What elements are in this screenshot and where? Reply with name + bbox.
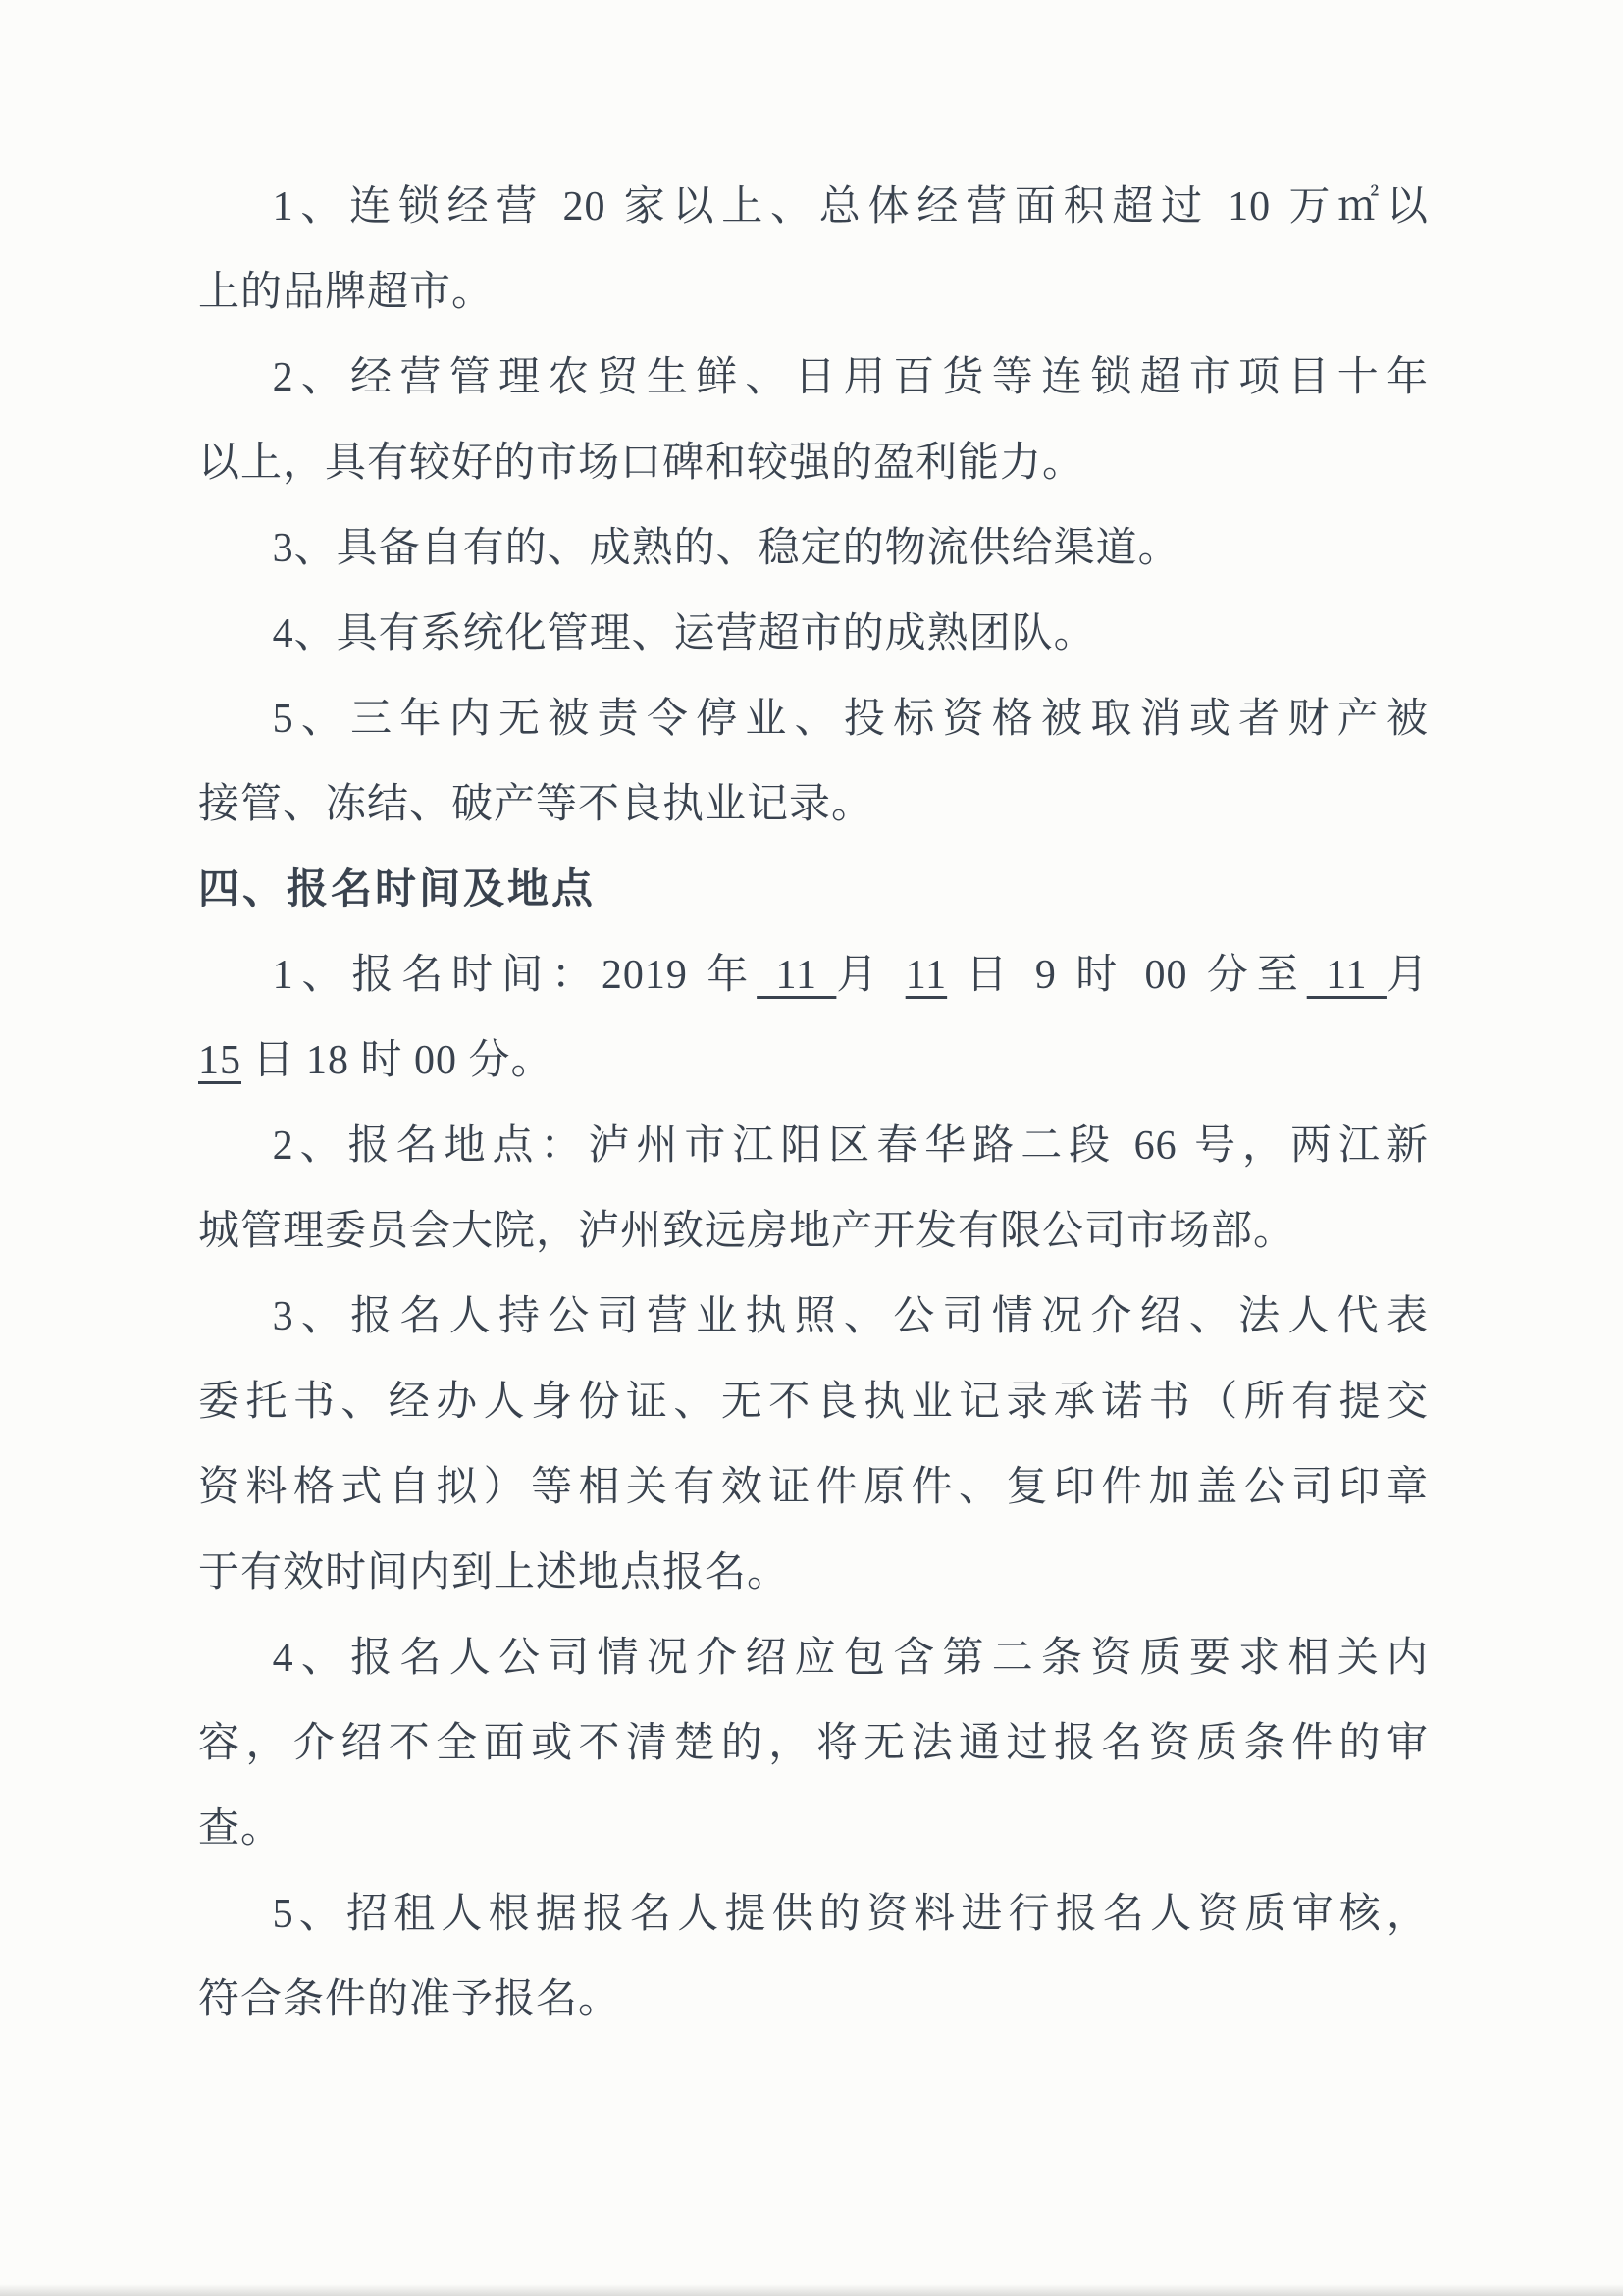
text-run: 3、具备自有的、成熟的、稳定的物流供给渠道。 — [272, 526, 1180, 571]
document-line — [198, 165, 1429, 250]
text-run: 4、具有系统化管理、运营超市的成熟团队。 — [272, 611, 1096, 656]
document-line — [198, 1616, 1429, 1701]
text-run: 城管理委员会大院，泸州致远房地产开发有限公司市场部。 — [198, 1209, 1296, 1254]
text-run: 容，介绍不全面或不清楚的，将无法通过报名资质条件的审 — [198, 1721, 1429, 1766]
text-run: 于有效时间内到上述地点报名。 — [198, 1550, 790, 1595]
section-heading — [198, 848, 1429, 933]
underlined-value: 11 — [757, 953, 837, 998]
text-run: 上的品牌超市。 — [198, 270, 495, 315]
text-run: 1、连锁经营 20 家以上、总体经营面积超过 10 万㎡以 — [272, 184, 1429, 230]
document-body — [198, 165, 1429, 2043]
document-line — [198, 762, 1429, 848]
text-run: 5、三年内无被责令停业、投标资格被取消或者财产被 — [272, 697, 1429, 742]
document-line — [198, 421, 1429, 506]
document-line — [198, 506, 1429, 592]
text-run: 资料格式自拟）等相关有效证件原件、复印件加盖公司印章 — [198, 1465, 1429, 1510]
text-run: 查。 — [198, 1806, 284, 1852]
document-line — [198, 1701, 1429, 1787]
text-run: 3、报名人持公司营业执照、公司情况介绍、法人代表 — [272, 1294, 1429, 1339]
text-run: 月 — [1386, 953, 1429, 998]
underlined-value: 11 — [1306, 953, 1387, 998]
text-run: 日 9 时 00 分至 — [947, 953, 1307, 998]
text-run: 2、报名地点：泸州市江阳区春华路二段 66 号，两江新 — [272, 1123, 1429, 1169]
document-line — [198, 592, 1429, 677]
document-line — [198, 1104, 1429, 1189]
document-line — [198, 1957, 1429, 2043]
document-line — [198, 1531, 1429, 1616]
document-line — [198, 933, 1429, 1018]
document-line — [198, 1018, 1429, 1104]
document-line — [198, 1189, 1429, 1275]
text-run: 4、报名人公司情况介绍应包含第二条资质要求相关内 — [272, 1636, 1429, 1681]
document-line — [198, 1360, 1429, 1445]
underlined-value: 15 — [198, 1038, 241, 1083]
document-line — [198, 677, 1429, 762]
document-line — [198, 1872, 1429, 1957]
text-run: 以上，具有较好的市场口碑和较强的盈利能力。 — [198, 441, 1085, 486]
text-run: 委托书、经办人身份证、无不良执业记录承诺书（所有提交 — [198, 1380, 1429, 1425]
document-line — [198, 250, 1429, 336]
document-line — [198, 1787, 1429, 1872]
text-run: 1、报名时间：2019 年 — [272, 953, 758, 998]
text-run: 符合条件的准予报名。 — [198, 1977, 621, 2022]
document-line — [198, 1445, 1429, 1531]
text-run: 日 18 时 00 分。 — [241, 1038, 553, 1083]
text-run: 5、招租人根据报名人提供的资料进行报名人资质审核， — [272, 1892, 1429, 1937]
document-line — [198, 336, 1429, 421]
text-run: 月 — [836, 953, 906, 998]
text-run: 2、经营管理农贸生鲜、日用百货等连锁超市项目十年 — [272, 355, 1429, 400]
underlined-value: 11 — [905, 953, 948, 998]
scan-edge — [0, 2284, 1623, 2296]
text-run: 接管、冻结、破产等不良执业记录。 — [198, 782, 874, 827]
text-run: 四、报名时间及地点 — [198, 867, 597, 913]
document-line — [198, 1275, 1429, 1360]
